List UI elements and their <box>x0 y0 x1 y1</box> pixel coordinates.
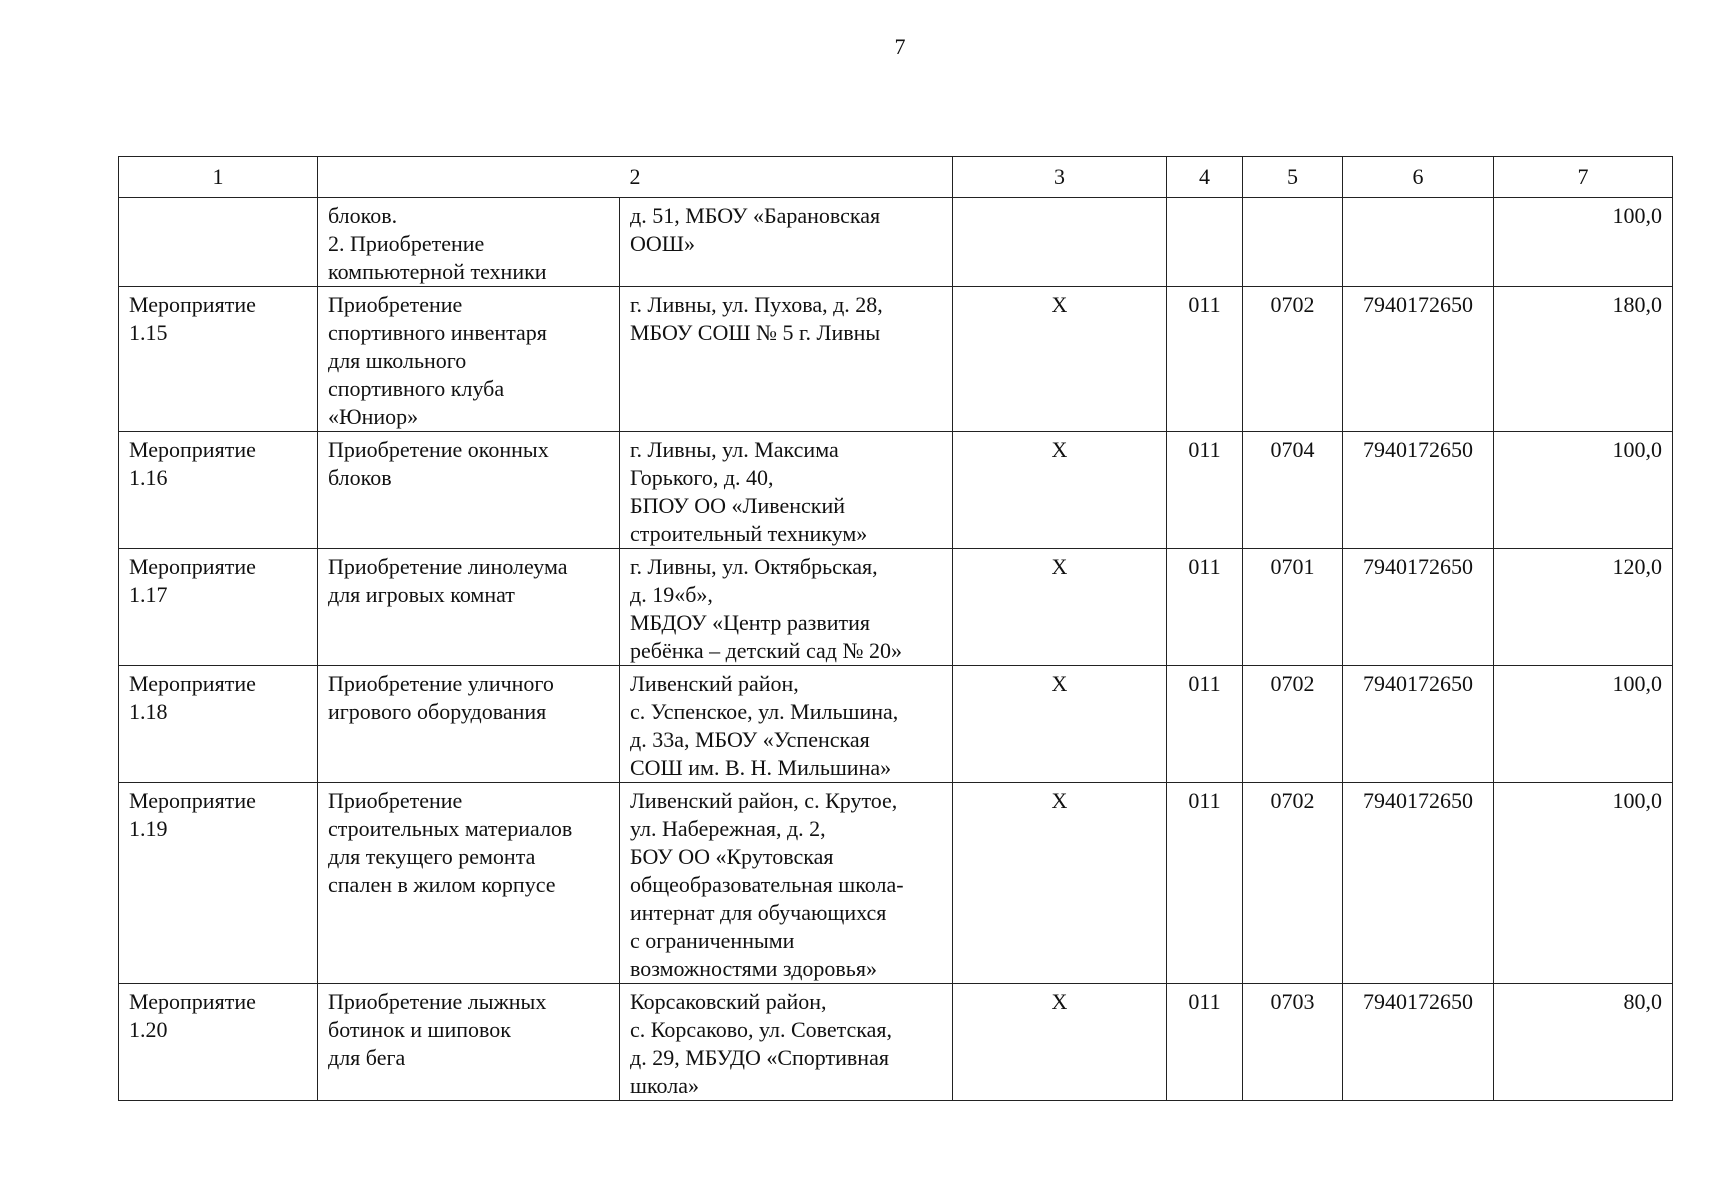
col3-cell: Х <box>953 432 1167 549</box>
col4-cell: 011 <box>1167 666 1243 783</box>
description-cell: Приобретение уличного игрового оборудования <box>318 666 620 783</box>
col6-cell: 7940172650 <box>1343 287 1494 432</box>
amount-cell: 80,0 <box>1494 984 1673 1101</box>
event-cell <box>119 198 318 287</box>
col6-cell: 7940172650 <box>1343 666 1494 783</box>
address-cell: Ливенский район, с. Крутое, ул. Набережная, д. 2, БОУ ОО «Крутовская общеобразовательная школа- интернат для обучающихся с ограниченными возможностями здоровья» <box>620 783 953 984</box>
amount-cell: 100,0 <box>1494 198 1673 287</box>
header-col-5: 5 <box>1243 157 1343 198</box>
col4-cell: 011 <box>1167 432 1243 549</box>
address-cell: г. Ливны, ул. Пухова, д. 28, МБОУ СОШ № 5 г. Ливны <box>620 287 953 432</box>
table-row <box>119 984 1673 1101</box>
amount-cell: 100,0 <box>1494 666 1673 783</box>
event-cell: Мероприятие 1.16 <box>119 432 318 549</box>
col3-cell: Х <box>953 984 1167 1101</box>
description-cell: Приобретение спортивного инвентаря для школьного спортивного клуба «Юниор» <box>318 287 620 432</box>
col6-cell: 7940172650 <box>1343 549 1494 666</box>
header-col-7: 7 <box>1494 157 1673 198</box>
table-row <box>119 666 1673 783</box>
col6-cell: 7940172650 <box>1343 984 1494 1101</box>
col3-cell: Х <box>953 549 1167 666</box>
header-col-1: 1 <box>119 157 318 198</box>
col4-cell: 011 <box>1167 783 1243 984</box>
amount-cell: 120,0 <box>1494 549 1673 666</box>
col3-cell <box>953 198 1167 287</box>
description-cell: Приобретение линолеума для игровых комнат <box>318 549 620 666</box>
header-col-6: 6 <box>1343 157 1494 198</box>
amount-cell: 100,0 <box>1494 783 1673 984</box>
header-col-2: 2 <box>318 157 953 198</box>
amount-cell: 180,0 <box>1494 287 1673 432</box>
address-cell: Ливенский район, с. Успенское, ул. Мильшина, д. 33а, МБОУ «Успенская СОШ им. В. Н. Мильшина» <box>620 666 953 783</box>
col3-cell: Х <box>953 287 1167 432</box>
col5-cell: 0702 <box>1243 666 1343 783</box>
table-header-row <box>119 157 1673 198</box>
table-row-continuation <box>119 198 1673 287</box>
event-cell: Мероприятие 1.18 <box>119 666 318 783</box>
header-col-3: 3 <box>953 157 1167 198</box>
table-row <box>119 549 1673 666</box>
description-cell: блоков. 2. Приобретение компьютерной техники <box>318 198 620 287</box>
col3-cell: Х <box>953 666 1167 783</box>
table-row <box>119 783 1673 984</box>
col6-cell: 7940172650 <box>1343 783 1494 984</box>
col5-cell: 0701 <box>1243 549 1343 666</box>
address-cell: г. Ливны, ул. Максима Горького, д. 40, БПОУ ОО «Ливенский строительный техникум» <box>620 432 953 549</box>
col6-cell: 7940172650 <box>1343 432 1494 549</box>
col5-cell: 0704 <box>1243 432 1343 549</box>
col5-cell <box>1243 198 1343 287</box>
event-cell: Мероприятие 1.17 <box>119 549 318 666</box>
table-row <box>119 287 1673 432</box>
event-cell: Мероприятие 1.15 <box>119 287 318 432</box>
col4-cell <box>1167 198 1243 287</box>
event-cell: Мероприятие 1.20 <box>119 984 318 1101</box>
page-number: 7 <box>894 34 906 59</box>
col6-cell <box>1343 198 1494 287</box>
col5-cell: 0702 <box>1243 783 1343 984</box>
col4-cell: 011 <box>1167 287 1243 432</box>
description-cell: Приобретение лыжных ботинок и шиповок для бега <box>318 984 620 1101</box>
address-cell: Корсаковский район, с. Корсаково, ул. Советская, д. 29, МБУДО «Спортивная школа» <box>620 984 953 1101</box>
description-cell: Приобретение строительных материалов для текущего ремонта спален в жилом корпусе <box>318 783 620 984</box>
col4-cell: 011 <box>1167 549 1243 666</box>
event-cell: Мероприятие 1.19 <box>119 783 318 984</box>
col3-cell: Х <box>953 783 1167 984</box>
address-cell: г. Ливны, ул. Октябрьская, д. 19«б», МБДОУ «Центр развития ребёнка – детский сад № 20» <box>620 549 953 666</box>
table-row <box>119 432 1673 549</box>
program-table <box>118 156 1673 1101</box>
col5-cell: 0703 <box>1243 984 1343 1101</box>
amount-cell: 100,0 <box>1494 432 1673 549</box>
col5-cell: 0702 <box>1243 287 1343 432</box>
description-cell: Приобретение оконных блоков <box>318 432 620 549</box>
col4-cell: 011 <box>1167 984 1243 1101</box>
header-col-4: 4 <box>1167 157 1243 198</box>
address-cell: д. 51, МБОУ «Барановская ООШ» <box>620 198 953 287</box>
